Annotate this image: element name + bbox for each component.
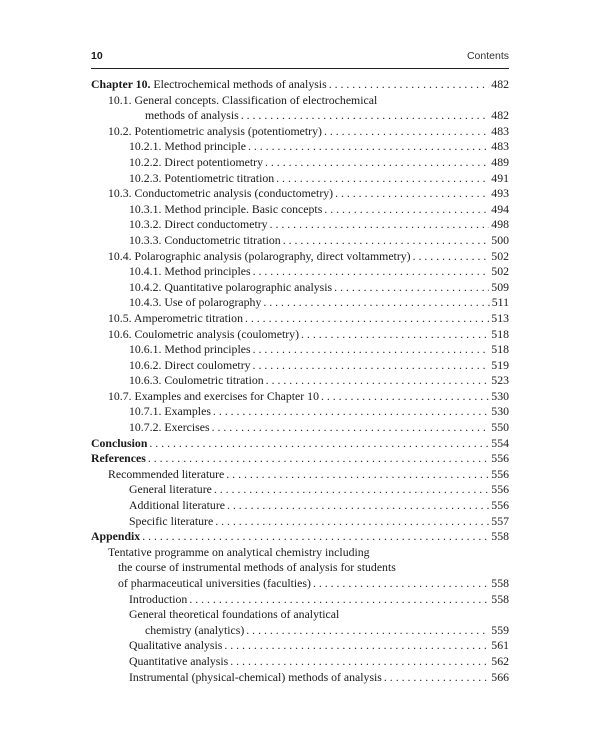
toc-entry-page: 558 xyxy=(491,576,509,590)
toc-entry-title xyxy=(129,514,213,530)
toc-entry-title xyxy=(129,217,268,233)
toc-entry-title xyxy=(145,108,239,124)
toc-entry-title xyxy=(129,342,251,358)
toc-entry-text: Quantitative analysis xyxy=(129,653,229,668)
dot-leader xyxy=(329,77,490,93)
dot-leader xyxy=(149,436,489,452)
dot-leader xyxy=(324,202,489,218)
toc-entry-page: 550 xyxy=(491,420,509,435)
toc-entry[interactable] xyxy=(91,592,509,608)
dot-leader xyxy=(413,249,490,265)
dot-leader xyxy=(227,498,489,514)
toc-entry-title xyxy=(108,545,370,561)
toc-entry[interactable] xyxy=(91,342,509,358)
toc-entry[interactable] xyxy=(91,373,509,389)
toc-entry-title xyxy=(129,358,251,374)
dot-leader xyxy=(253,264,490,280)
dot-leader xyxy=(270,217,490,233)
toc-entry[interactable] xyxy=(91,155,509,171)
running-title: Contents xyxy=(466,50,509,62)
toc-entry[interactable] xyxy=(91,576,509,592)
toc-entry-text: 10.7.1. Examples xyxy=(129,404,211,419)
toc-entry-title xyxy=(108,389,319,405)
toc-entry[interactable] xyxy=(91,358,509,374)
toc-entry[interactable] xyxy=(91,623,509,639)
dot-leader xyxy=(148,451,489,467)
toc-entry-title xyxy=(129,171,274,187)
toc-entry-text: Instrumental (physical-chemical) methods of analysis xyxy=(129,669,382,684)
toc-entry-title xyxy=(108,467,224,483)
toc-entry[interactable] xyxy=(91,186,509,202)
toc-entry-text: Introduction xyxy=(129,591,188,606)
toc-entry-page: 566 xyxy=(491,669,509,684)
toc-entry-page: 482 xyxy=(491,77,509,91)
toc-entry[interactable] xyxy=(91,233,509,249)
dot-leader xyxy=(384,670,489,686)
toc-entry[interactable] xyxy=(91,670,509,686)
toc-entry-text: 10.2. Potentiometric analysis (potentiometry) xyxy=(108,123,322,138)
toc-entry-page: 483 xyxy=(491,123,509,138)
toc-entry-text: of pharmaceutical universities (faculties) xyxy=(118,576,311,590)
toc-entry-page: 518 xyxy=(491,342,509,357)
toc-entry-text: 10.1. General concepts. Classification of electrochemical xyxy=(108,92,378,107)
toc-entry-label: Conclusion xyxy=(91,435,148,450)
toc-entry-title xyxy=(118,576,311,592)
dot-leader xyxy=(189,592,489,608)
toc-entry-text: 10.2.2. Direct potentiometry xyxy=(129,154,263,169)
toc-entry[interactable] xyxy=(91,124,509,140)
toc-entry-text: 10.4.2. Quantitative polarographic analysis xyxy=(129,279,333,294)
toc-entry-page: 556 xyxy=(491,451,509,466)
dot-leader xyxy=(313,576,489,592)
toc-entry-title xyxy=(91,451,146,467)
toc-entry-title xyxy=(108,249,411,265)
toc-entry[interactable] xyxy=(91,108,509,124)
toc-entry[interactable] xyxy=(91,389,509,405)
dot-leader xyxy=(245,311,489,327)
toc-entry-text: 10.6.3. Coulometric titration xyxy=(129,373,264,388)
toc-entry-text: 10.3.2. Direct conductometry xyxy=(129,217,268,232)
dot-leader xyxy=(230,654,489,670)
toc-entry-text: 10.6. Coulometric analysis (coulometry) xyxy=(108,326,300,341)
toc-entry-title xyxy=(91,529,140,545)
toc-entry[interactable] xyxy=(91,654,509,670)
toc-entry-page: 559 xyxy=(491,622,509,637)
toc-entry-text: 10.5. Amperometric titration xyxy=(108,310,243,325)
toc-entry-page: 509 xyxy=(491,279,509,294)
dot-leader xyxy=(266,373,490,389)
dot-leader xyxy=(301,327,489,343)
toc-entry-label: Appendix xyxy=(91,529,141,544)
toc-entry-page: 558 xyxy=(491,529,509,544)
toc-entry-title xyxy=(129,638,222,654)
toc-entry[interactable] xyxy=(91,280,509,296)
table-of-contents xyxy=(91,77,509,685)
toc-entry-text: 10.4.3. Use of polarography xyxy=(129,295,262,310)
toc-entry[interactable] xyxy=(91,420,509,436)
toc-entry-title xyxy=(129,280,332,296)
toc-entry-text: Qualitative analysis xyxy=(129,638,223,653)
toc-entry-title xyxy=(129,482,212,498)
toc-entry[interactable] xyxy=(91,545,509,561)
toc-entry[interactable] xyxy=(91,638,509,654)
toc-entry-title xyxy=(145,623,244,639)
dot-leader xyxy=(263,295,489,311)
toc-entry-page: 498 xyxy=(491,217,509,232)
toc-entry-text: 10.6.1. Method principles xyxy=(129,342,251,357)
toc-entry-title xyxy=(129,592,187,608)
toc-entry-title xyxy=(129,264,251,280)
dot-leader xyxy=(214,482,489,498)
toc-entry-page: 554 xyxy=(491,435,509,450)
toc-entry-title xyxy=(129,404,211,420)
toc-entry-text: Recommended literature xyxy=(108,466,225,481)
toc-entry-title xyxy=(129,498,225,514)
toc-entry[interactable] xyxy=(91,295,509,311)
toc-entry-text: 10.4.1. Method principles xyxy=(129,264,251,279)
toc-entry-title xyxy=(108,186,333,202)
page-number: 10 xyxy=(91,50,103,62)
toc-entry-page: 519 xyxy=(491,357,509,372)
page-header xyxy=(91,50,509,62)
toc-entry[interactable] xyxy=(91,327,509,343)
toc-entry-title xyxy=(118,560,396,576)
dot-leader xyxy=(334,280,489,296)
toc-entry-text: Specific literature xyxy=(129,513,214,528)
toc-entry-text: General literature xyxy=(129,482,212,497)
toc-entry-page: 562 xyxy=(491,653,509,668)
toc-entry-title xyxy=(108,327,299,343)
dot-leader xyxy=(276,171,489,187)
toc-entry[interactable] xyxy=(91,607,509,623)
toc-entry-text: 10.2.3. Potentiometric titration xyxy=(129,170,275,185)
toc-entry-page: 557 xyxy=(491,513,509,528)
toc-entry[interactable] xyxy=(91,514,509,530)
dot-leader xyxy=(213,404,489,420)
toc-entry-page: 491 xyxy=(491,170,509,185)
toc-entry-label: Chapter 10. xyxy=(91,77,151,91)
toc-entry[interactable] xyxy=(91,560,509,576)
toc-entry-text: 10.3.1. Method principle. Basic concepts xyxy=(129,201,323,216)
toc-entry-page: 556 xyxy=(491,482,509,497)
toc-entry-page: 513 xyxy=(491,310,509,325)
dot-leader xyxy=(212,420,490,436)
toc-entry-page: 561 xyxy=(491,638,509,653)
toc-entry-page: 523 xyxy=(491,373,509,388)
dot-leader xyxy=(248,139,489,155)
dot-leader xyxy=(142,529,489,545)
dot-leader xyxy=(253,342,490,358)
toc-entry-title xyxy=(108,93,377,109)
toc-entry-page: 493 xyxy=(491,186,509,201)
toc-entry[interactable] xyxy=(91,171,509,187)
toc-entry[interactable] xyxy=(91,451,509,467)
toc-entry-text: 10.4. Polarographic analysis (polarography, direct voltammetry) xyxy=(108,248,411,263)
toc-entry-label: References xyxy=(91,451,146,466)
toc-entry-page: 494 xyxy=(491,201,509,216)
toc-entry[interactable] xyxy=(91,498,509,514)
toc-entry-title xyxy=(129,139,246,155)
dot-leader xyxy=(226,467,489,483)
toc-entry-text: 10.2.1. Method principle xyxy=(129,139,246,154)
toc-entry[interactable] xyxy=(91,139,509,155)
toc-entry[interactable] xyxy=(91,404,509,420)
toc-entry-text: General theoretical foundations of analytical xyxy=(129,607,340,622)
toc-entry[interactable] xyxy=(91,264,509,280)
toc-entry-title xyxy=(129,670,382,686)
toc-entry-page: 558 xyxy=(491,591,509,606)
dot-leader xyxy=(241,108,490,124)
header-rule xyxy=(91,68,509,69)
toc-entry-page: 530 xyxy=(491,404,509,419)
toc-entry-title xyxy=(91,436,147,452)
toc-entry-page: 518 xyxy=(491,326,509,341)
toc-entry[interactable] xyxy=(91,482,509,498)
toc-entry-text: 10.3.3. Conductometric titration xyxy=(129,232,281,247)
toc-entry-page: 482 xyxy=(491,108,509,123)
toc-entry[interactable] xyxy=(91,217,509,233)
toc-entry-page: 556 xyxy=(491,466,509,481)
toc-entry-title xyxy=(129,155,263,171)
toc-entry[interactable] xyxy=(91,249,509,265)
dot-leader xyxy=(265,155,489,171)
toc-entry-page: 483 xyxy=(491,139,509,154)
dot-leader xyxy=(324,124,489,140)
dot-leader xyxy=(215,514,489,530)
toc-entry-page: 511 xyxy=(491,295,509,310)
toc-entry-page: 530 xyxy=(491,388,509,403)
toc-entry[interactable] xyxy=(91,202,509,218)
toc-entry-text: Additional literature xyxy=(129,498,225,513)
dot-leader xyxy=(246,623,489,639)
toc-entry-text: 10.7. Examples and exercises for Chapter 10 xyxy=(108,388,319,403)
toc-entry-title xyxy=(129,420,210,436)
toc-entry-page: 500 xyxy=(491,232,509,247)
toc-entry-title xyxy=(129,654,228,670)
dot-leader xyxy=(253,358,490,374)
dot-leader xyxy=(335,186,489,202)
toc-entry-page: 502 xyxy=(491,264,509,279)
dot-leader xyxy=(283,233,490,249)
toc-entry-title xyxy=(108,311,243,327)
toc-entry-text: chemistry (analytics) xyxy=(145,622,245,637)
toc-entry-title xyxy=(108,124,322,140)
toc-entry-text: 10.3. Conductometric analysis (conductometry) xyxy=(108,186,334,201)
dot-leader xyxy=(224,638,489,654)
toc-entry[interactable] xyxy=(91,467,509,483)
toc-entry-title xyxy=(91,77,327,93)
toc-entry-title xyxy=(129,233,281,249)
toc-entry[interactable] xyxy=(91,311,509,327)
toc-entry-text: methods of analysis xyxy=(145,108,239,123)
toc-entry-title xyxy=(129,202,322,218)
toc-entry[interactable] xyxy=(91,529,509,545)
toc-entry-text: 10.7.2. Exercises xyxy=(129,420,210,435)
toc-entry-text: the course of instrumental methods of analysis for students xyxy=(118,560,396,575)
toc-entry-text: 10.6.2. Direct coulometry xyxy=(129,357,251,372)
toc-entry-title xyxy=(129,373,264,389)
toc-entry[interactable] xyxy=(91,436,509,452)
toc-entry-page: 502 xyxy=(491,248,509,263)
toc-entry[interactable] xyxy=(91,93,509,109)
toc-entry-title xyxy=(129,295,261,311)
toc-entry[interactable] xyxy=(91,77,509,93)
dot-leader xyxy=(321,389,489,405)
toc-entry-text: Electrochemical methods of analysis xyxy=(150,77,327,91)
toc-entry-title xyxy=(129,607,339,623)
toc-entry-text: Tentative programme on analytical chemistry including xyxy=(108,544,370,559)
toc-entry-page: 489 xyxy=(491,154,509,169)
toc-entry-page: 556 xyxy=(491,498,509,513)
